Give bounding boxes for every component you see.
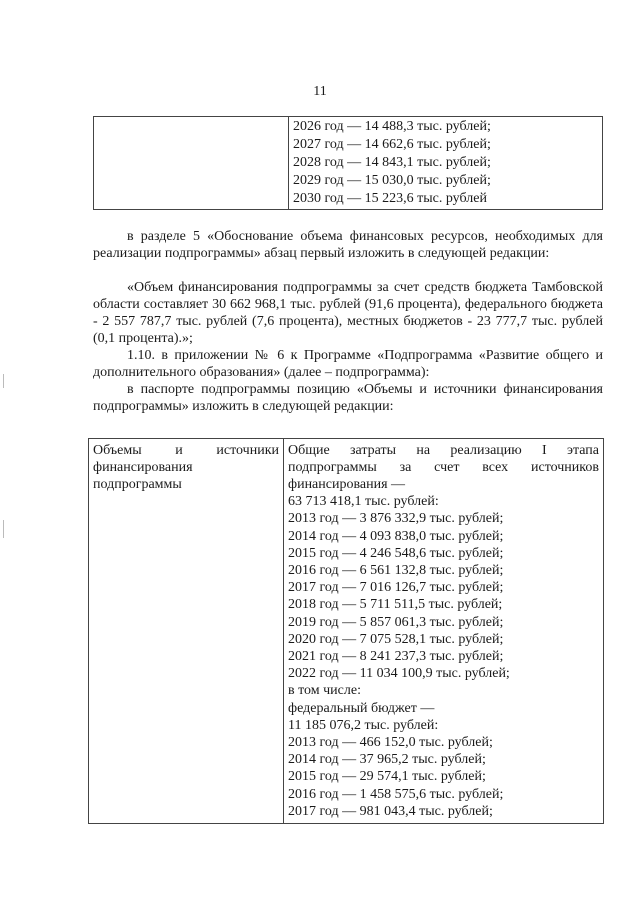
- financing-table-continuation: [93, 116, 603, 210]
- intro-line: Общие затраты на реализацию I этапа: [288, 443, 599, 458]
- scan-margin-mark: [3, 374, 4, 388]
- table-row: [89, 439, 604, 824]
- position-label-cell: [89, 439, 284, 824]
- list-item: 2028 год — 14 843,1 тыс. рублей;: [293, 155, 491, 170]
- list-item: 2026 год — 14 488,3 тыс. рублей;: [293, 119, 491, 134]
- financing-values-cell: [284, 439, 604, 824]
- list-item: 2022 год — 11 034 100,9 тыс. рублей;: [288, 666, 510, 682]
- list-item: 2015 год — 4 246 548,6 тыс. рублей;: [288, 545, 504, 561]
- page-number: 11: [313, 84, 327, 99]
- list-item: 2027 год — 14 662,6 тыс. рублей;: [293, 137, 491, 152]
- list-item: 2015 год — 29 574,1 тыс. рублей;: [288, 769, 486, 785]
- list-item: федеральный бюджет —: [288, 700, 435, 716]
- empty-label-cell: [94, 117, 289, 210]
- list-item: 2017 год — 981 043,4 тыс. рублей;: [288, 803, 493, 819]
- position-label-line: финансирования: [93, 460, 193, 475]
- list-item: 2030 год — 15 223,6 тыс. рублей: [293, 191, 487, 206]
- position-label-line: Объемы и источники: [93, 443, 279, 458]
- yearly-amounts-cell: [289, 117, 603, 210]
- list-item: 2016 год — 1 458 575,6 тыс. рублей;: [288, 786, 504, 802]
- list-item: 2013 год — 466 152,0 тыс. рублей;: [288, 735, 493, 751]
- scan-margin-mark: [3, 520, 4, 538]
- paragraph-section-5: в разделе 5 «Обоснование объема финансовых ресурсов, необходимых для реализации подпрограммы» абзац первый изложить в следующей редакции:: [93, 229, 603, 261]
- table-row: [94, 117, 603, 210]
- position-label-line: подпрограммы: [93, 477, 182, 492]
- list-item: 2020 год — 7 075 528,1 тыс. рублей;: [288, 631, 504, 647]
- paragraph-appendix-6: 1.10. в приложении № 6 к Программе «Подпрограмма «Развитие общего и дополнительного образования» (далее – подпрограмма):: [93, 348, 603, 380]
- list-item: 2018 год — 5 711 511,5 тыс. рублей;: [288, 597, 503, 613]
- list-item: 63 713 418,1 тыс. рублей:: [288, 494, 439, 510]
- list-item: в том числе:: [288, 683, 361, 699]
- list-item: 2019 год — 5 857 061,3 тыс. рублей;: [288, 614, 504, 630]
- list-item: 2014 год — 4 093 838,0 тыс. рублей;: [288, 528, 504, 544]
- list-item: 2029 год — 15 030,0 тыс. рублей;: [293, 173, 491, 188]
- paragraph-financing-volume: «Объем финансирования подпрограммы за счет средств бюджета Тамбовской области составляет 30 662 968,1 тыс. рублей (91,6 процента), федерального бюджета - 2 557 787,7 тыс. рублей (7,6 процента), местных бюджетов - 23 777,7 тыс. рублей (0,1 процента).»;: [93, 280, 603, 346]
- list-item: 11 185 076,2 тыс. рублей:: [288, 717, 439, 733]
- list-item: 2017 год — 7 016 126,7 тыс. рублей;: [288, 580, 504, 596]
- list-item: 2021 год — 8 241 237,3 тыс. рублей;: [288, 649, 504, 665]
- paragraph-passport: в паспорте подпрограммы позицию «Объемы и источники финансирования подпрограммы» изложить в следующей редакции:: [93, 382, 603, 414]
- intro-line: подпрограммы за счет всех источников: [288, 460, 599, 475]
- list-item: 2016 год — 6 561 132,8 тыс. рублей;: [288, 563, 504, 579]
- intro-line: финансирования —: [288, 477, 406, 492]
- list-item: 2013 год — 3 876 332,9 тыс. рублей;: [288, 511, 504, 527]
- financing-table: [88, 438, 604, 824]
- list-item: 2014 год — 37 965,2 тыс. рублей;: [288, 752, 486, 768]
